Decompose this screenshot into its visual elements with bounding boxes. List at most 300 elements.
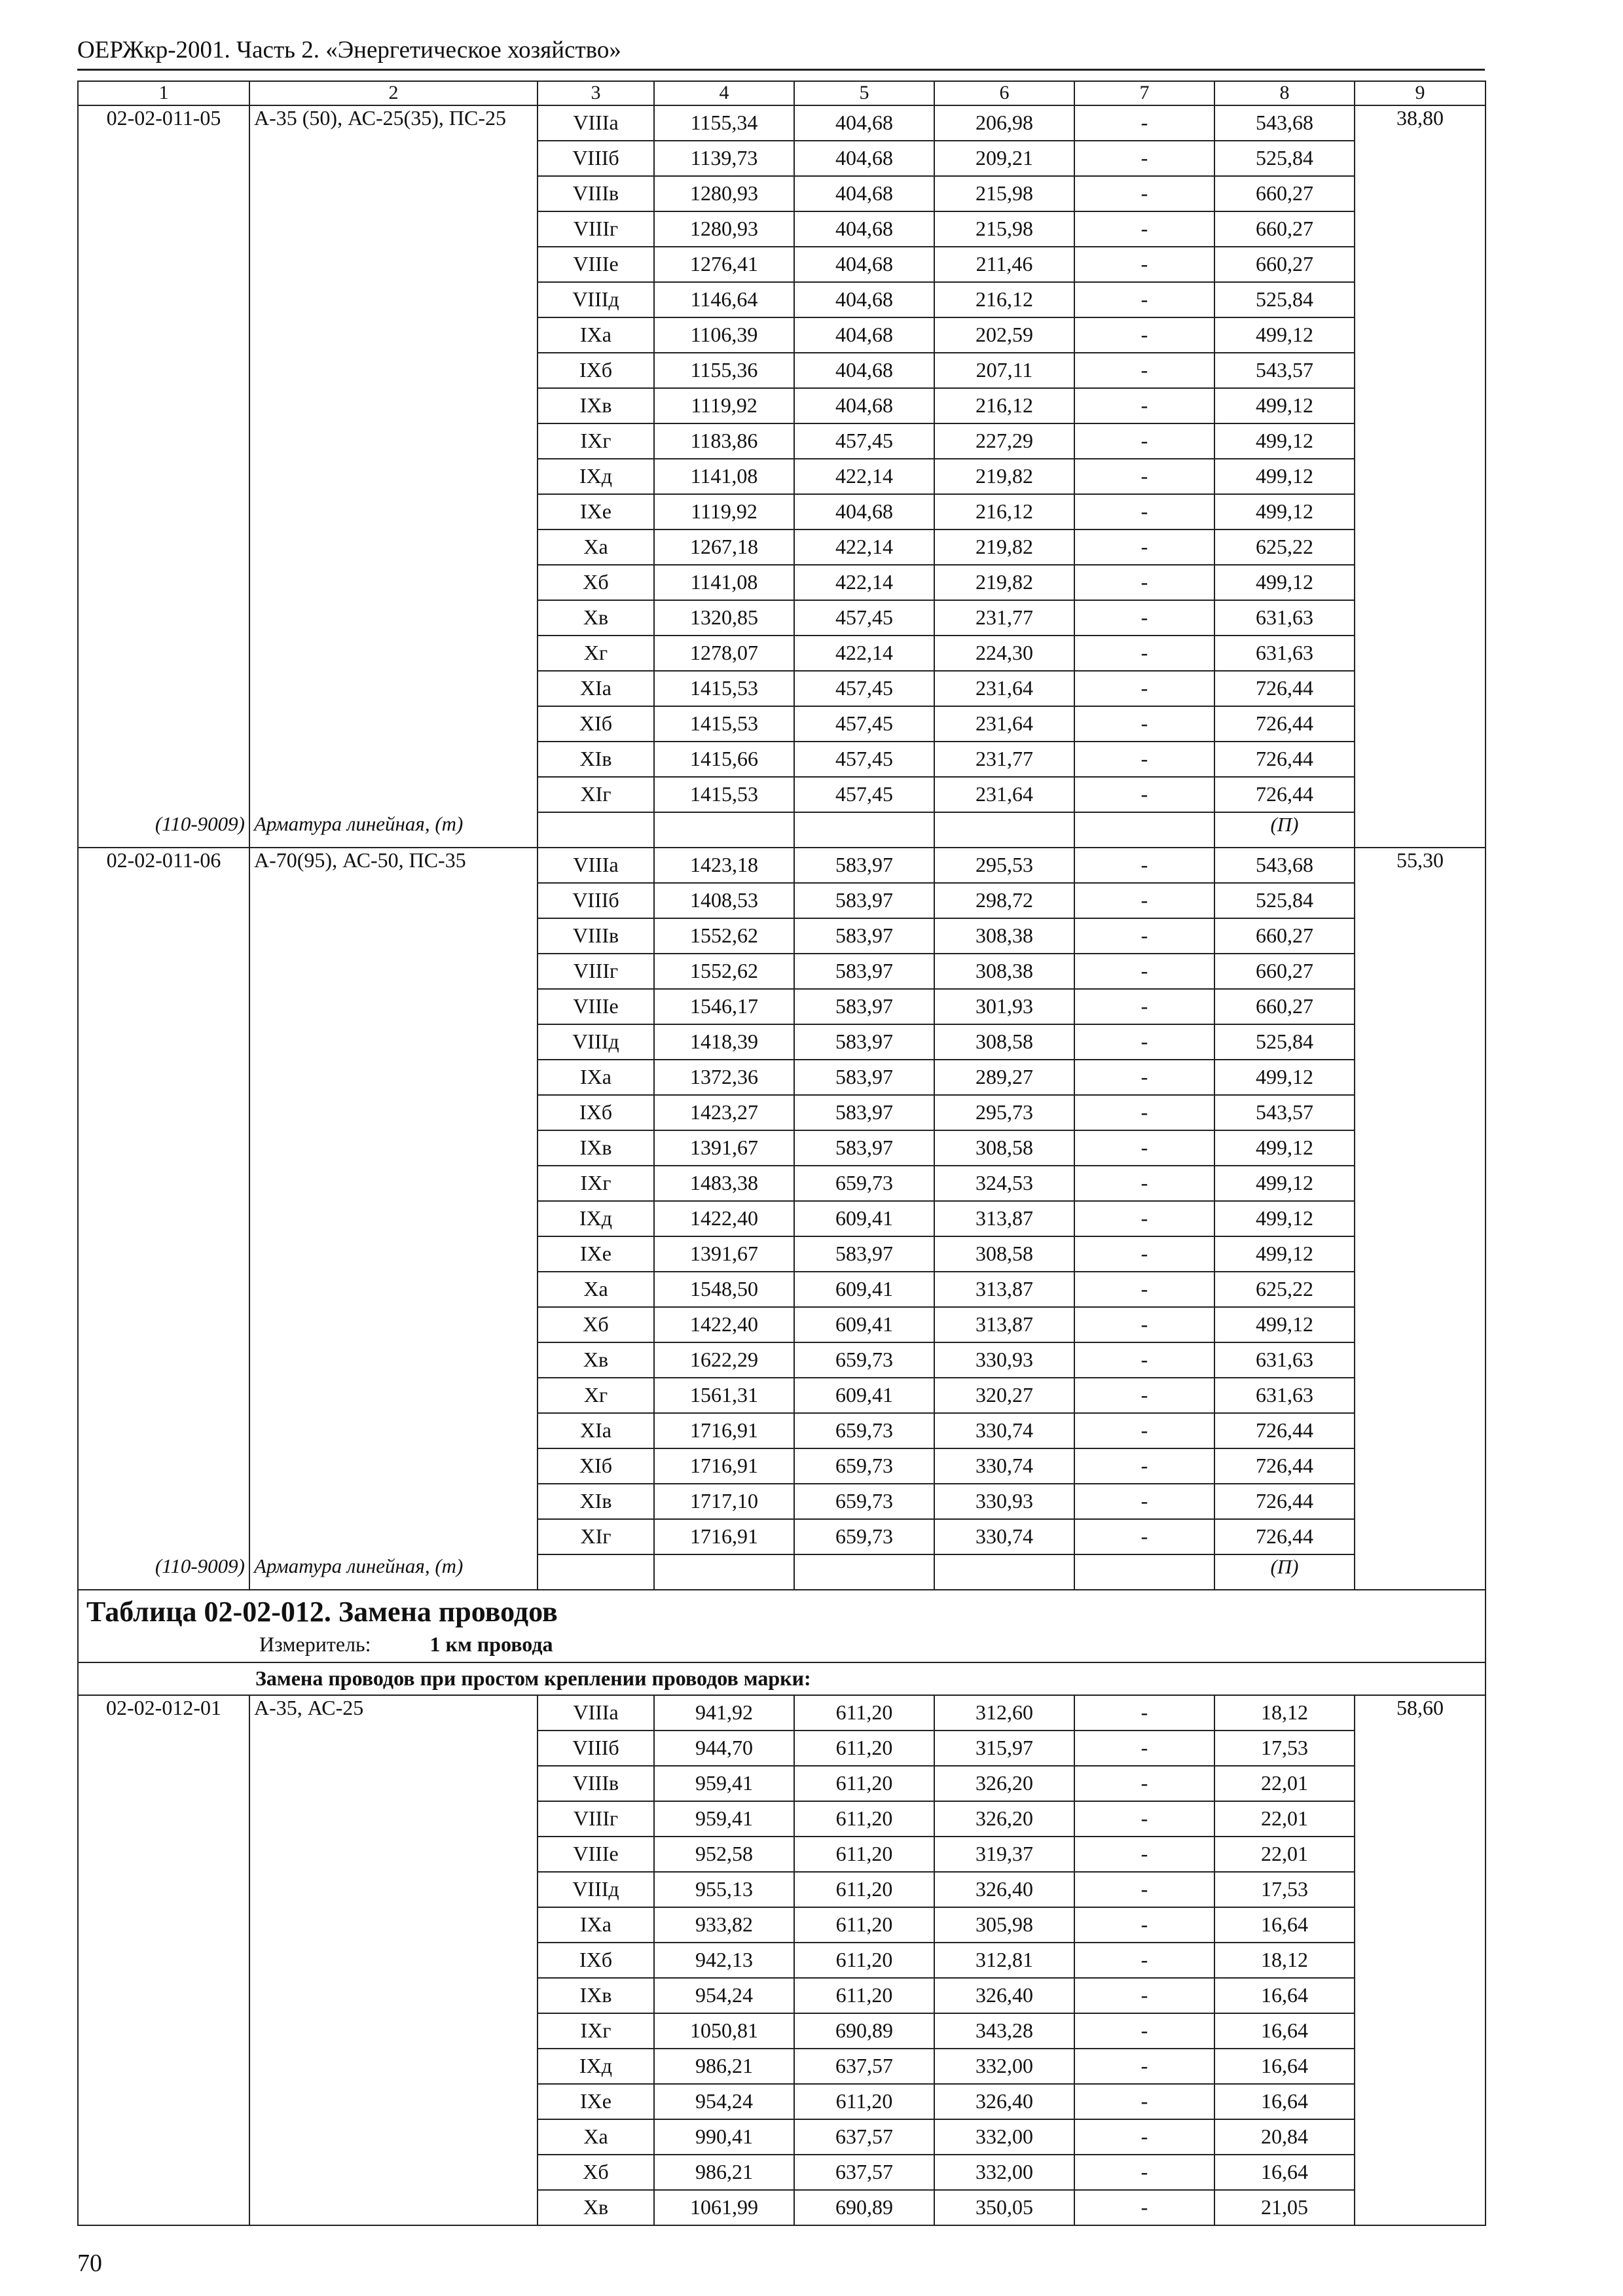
materials-cell: - [1074, 176, 1214, 211]
zone-cell: IXв [538, 388, 654, 423]
machines-cell: 215,98 [934, 176, 1074, 211]
measure-line [86, 1632, 553, 1656]
labor-cell: 659,73 [794, 1413, 934, 1448]
zone-cell: VIIIд [538, 1024, 654, 1060]
material-cost-cell: 525,84 [1214, 141, 1355, 176]
machines-cell: 343,28 [934, 2013, 1074, 2049]
zone-cell: IXв [538, 1978, 654, 2013]
table-row [78, 1413, 1486, 1448]
labor-cell: 609,41 [794, 1307, 934, 1342]
machines-cell: 326,20 [934, 1766, 1074, 1801]
materials-cell: - [1074, 989, 1214, 1024]
machines-cell: 207,11 [934, 353, 1074, 388]
machines-cell: 209,21 [934, 141, 1074, 176]
machines-cell: 330,93 [934, 1342, 1074, 1378]
machines-cell: 215,98 [934, 211, 1074, 247]
total-cell: 1546,17 [654, 989, 794, 1024]
materials-cell: - [1074, 2155, 1214, 2190]
table-row [78, 1448, 1486, 1484]
material-cost-cell: 631,63 [1214, 600, 1355, 636]
table-row [78, 1519, 1486, 1554]
zone-cell: IXг [538, 423, 654, 459]
machines-cell: 231,64 [934, 706, 1074, 742]
material-cost-cell: 499,12 [1214, 388, 1355, 423]
total-cell: 1422,40 [654, 1201, 794, 1236]
total-cell: 1716,91 [654, 1413, 794, 1448]
labor-cell: 583,97 [794, 1236, 934, 1272]
labor-cell: 611,20 [794, 1801, 934, 1837]
total-cell: 952,58 [654, 1837, 794, 1872]
materials-cell: - [1074, 1484, 1214, 1519]
table-row [78, 2049, 1486, 2084]
material-cost-cell: 16,64 [1214, 2155, 1355, 2190]
materials-cell: - [1074, 459, 1214, 494]
material-cost-cell: 543,68 [1214, 105, 1355, 141]
machines-cell: 332,00 [934, 2049, 1074, 2084]
material-cost-cell: 499,12 [1214, 1236, 1355, 1272]
labor-cell: 422,14 [794, 529, 934, 565]
total-cell: 1415,66 [654, 742, 794, 777]
total-cell: 1717,10 [654, 1484, 794, 1519]
column-header: 3 [538, 81, 654, 105]
materials-cell: - [1074, 2119, 1214, 2155]
zone-cell: XIб [538, 1448, 654, 1484]
material-cost-cell: 625,22 [1214, 1272, 1355, 1307]
column-header: 4 [654, 81, 794, 105]
item-name: А-70(95), АС-50, ПС-35 [249, 848, 538, 883]
zone-cell: VIIIг [538, 211, 654, 247]
machines-cell: 326,40 [934, 2084, 1074, 2119]
table-row [78, 1907, 1486, 1943]
total-cell: 1423,27 [654, 1095, 794, 1130]
material-cost-cell: 543,57 [1214, 353, 1355, 388]
materials-cell: - [1074, 742, 1214, 777]
labor-cell: 457,45 [794, 423, 934, 459]
materials-cell: - [1074, 1801, 1214, 1837]
labor-cell: 611,20 [794, 1766, 934, 1801]
machines-cell: 216,12 [934, 494, 1074, 529]
table-row [78, 141, 1486, 176]
material-cost-cell: 499,12 [1214, 1307, 1355, 1342]
materials-cell: - [1074, 1166, 1214, 1201]
table-row [78, 1236, 1486, 1272]
labor-cell: 404,68 [794, 211, 934, 247]
zone-cell: VIIIб [538, 1731, 654, 1766]
machines-cell: 312,60 [934, 1695, 1074, 1731]
material-cost-cell: 499,12 [1214, 1060, 1355, 1095]
material-cost-cell: 525,84 [1214, 1024, 1355, 1060]
labor-cell: 457,45 [794, 706, 934, 742]
labor-cell: 609,41 [794, 1201, 934, 1236]
materials-cell: - [1074, 105, 1214, 141]
page-header: ОЕРЖкр-2001. Часть 2. «Энергетическое хозяйство» [77, 38, 1485, 71]
column-header: 1 [78, 81, 249, 105]
materials-cell: - [1074, 1130, 1214, 1166]
table-row [78, 636, 1486, 671]
machines-cell: 315,97 [934, 1731, 1074, 1766]
machines-cell: 324,53 [934, 1166, 1074, 1201]
materials-cell: - [1074, 1978, 1214, 2013]
zone-cell: VIIIе [538, 247, 654, 282]
zone-cell: IXа [538, 1907, 654, 1943]
labor-cell: 690,89 [794, 2013, 934, 2049]
material-cost-cell: 499,12 [1214, 1201, 1355, 1236]
table-row [78, 176, 1486, 211]
zone-cell: IXе [538, 2084, 654, 2119]
total-cell: 1280,93 [654, 176, 794, 211]
machines-cell: 308,38 [934, 954, 1074, 989]
machines-cell: 313,87 [934, 1201, 1074, 1236]
machines-cell: 206,98 [934, 105, 1074, 141]
labor-cell: 659,73 [794, 1166, 934, 1201]
table-row [78, 1484, 1486, 1519]
machines-cell: 231,77 [934, 742, 1074, 777]
zone-cell: IXд [538, 1201, 654, 1236]
zone-cell: XIа [538, 1413, 654, 1448]
table-row [78, 1378, 1486, 1413]
labor-cell: 422,14 [794, 565, 934, 600]
materials-cell: - [1074, 211, 1214, 247]
total-cell: 1141,08 [654, 565, 794, 600]
zone-cell: IXд [538, 459, 654, 494]
page-number: 70 [77, 2250, 102, 2277]
table-row [78, 388, 1486, 423]
labor-cell: 404,68 [794, 141, 934, 176]
table-row [78, 742, 1486, 777]
table-row [78, 2155, 1486, 2190]
resource-code: (110-9009) [78, 1554, 249, 1590]
total-cell: 955,13 [654, 1872, 794, 1907]
resource-unit-mark: (П) [1214, 812, 1355, 848]
labor-cell: 583,97 [794, 1130, 934, 1166]
table-title: Таблица 02-02-012. Замена проводов [86, 1595, 558, 1628]
item-total-cell: 55,30 [1355, 848, 1486, 883]
material-cost-cell: 726,44 [1214, 742, 1355, 777]
machines-cell: 231,64 [934, 777, 1074, 812]
materials-cell: - [1074, 1307, 1214, 1342]
table-row [78, 600, 1486, 636]
materials-cell: - [1074, 1872, 1214, 1907]
zone-cell: Xа [538, 2119, 654, 2155]
table-row [78, 459, 1486, 494]
table-title-cell [78, 1590, 1486, 1662]
machines-cell: 216,12 [934, 282, 1074, 317]
materials-cell: - [1074, 1943, 1214, 1978]
total-cell: 1320,85 [654, 600, 794, 636]
materials-cell: - [1074, 2190, 1214, 2225]
machines-cell: 219,82 [934, 565, 1074, 600]
machines-cell: 313,87 [934, 1272, 1074, 1307]
material-cost-cell: 631,63 [1214, 636, 1355, 671]
materials-cell: - [1074, 1060, 1214, 1095]
table-row [78, 2013, 1486, 2049]
zone-cell: VIIIе [538, 1837, 654, 1872]
machines-cell: 295,53 [934, 848, 1074, 883]
zone-cell: IXг [538, 2013, 654, 2049]
total-cell: 1141,08 [654, 459, 794, 494]
zone-cell: VIIIв [538, 176, 654, 211]
zone-cell: XIг [538, 777, 654, 812]
total-cell: 986,21 [654, 2049, 794, 2084]
machines-cell: 289,27 [934, 1060, 1074, 1095]
materials-cell: - [1074, 954, 1214, 989]
materials-cell: - [1074, 529, 1214, 565]
table-row [78, 2084, 1486, 2119]
machines-cell: 224,30 [934, 636, 1074, 671]
materials-cell: - [1074, 883, 1214, 918]
total-cell: 1716,91 [654, 1519, 794, 1554]
materials-cell: - [1074, 353, 1214, 388]
machines-cell: 219,82 [934, 529, 1074, 565]
materials-cell: - [1074, 388, 1214, 423]
zone-cell: Xб [538, 2155, 654, 2190]
labor-cell: 404,68 [794, 494, 934, 529]
material-cost-cell: 499,12 [1214, 317, 1355, 353]
total-cell: 1119,92 [654, 494, 794, 529]
machines-cell: 219,82 [934, 459, 1074, 494]
labor-cell: 404,68 [794, 388, 934, 423]
materials-cell: - [1074, 1024, 1214, 1060]
item-code: 02-02-012-01 [78, 1695, 249, 1731]
machines-cell: 332,00 [934, 2155, 1074, 2190]
materials-cell: - [1074, 423, 1214, 459]
materials-cell: - [1074, 1731, 1214, 1766]
zone-cell: IXб [538, 1943, 654, 1978]
table-row [78, 1307, 1486, 1342]
total-cell: 1267,18 [654, 529, 794, 565]
material-cost-cell: 625,22 [1214, 529, 1355, 565]
total-cell: 959,41 [654, 1766, 794, 1801]
zone-cell: VIIIд [538, 1872, 654, 1907]
labor-cell: 611,20 [794, 1943, 934, 1978]
zone-cell: IXе [538, 1236, 654, 1272]
materials-cell: - [1074, 494, 1214, 529]
total-cell: 1391,67 [654, 1236, 794, 1272]
material-cost-cell: 726,44 [1214, 706, 1355, 742]
table-row [78, 1130, 1486, 1166]
materials-cell: - [1074, 1837, 1214, 1872]
materials-cell: - [1074, 1448, 1214, 1484]
labor-cell: 609,41 [794, 1378, 934, 1413]
labor-cell: 690,89 [794, 2190, 934, 2225]
zone-cell: IXд [538, 2049, 654, 2084]
table-row [78, 1766, 1486, 1801]
zone-cell: VIIIв [538, 918, 654, 954]
table-row [78, 1201, 1486, 1236]
labor-cell: 611,20 [794, 1731, 934, 1766]
zone-cell: Xб [538, 1307, 654, 1342]
table-row [78, 1272, 1486, 1307]
material-cost-cell: 726,44 [1214, 777, 1355, 812]
total-cell: 1408,53 [654, 883, 794, 918]
column-header-row [78, 81, 1486, 105]
labor-cell: 659,73 [794, 1342, 934, 1378]
table-row [78, 989, 1486, 1024]
machines-cell: 298,72 [934, 883, 1074, 918]
item-code: 02-02-011-06 [78, 848, 249, 883]
materials-cell: - [1074, 1378, 1214, 1413]
labor-cell: 404,68 [794, 353, 934, 388]
zone-cell: IXб [538, 1095, 654, 1130]
material-cost-cell: 631,63 [1214, 1378, 1355, 1413]
measure-label: Измеритель: [259, 1632, 371, 1657]
zone-cell: Xа [538, 1272, 654, 1307]
machines-cell: 211,46 [934, 247, 1074, 282]
machines-cell: 301,93 [934, 989, 1074, 1024]
material-cost-cell: 726,44 [1214, 1519, 1355, 1554]
zone-cell: VIIIе [538, 989, 654, 1024]
labor-cell: 637,57 [794, 2049, 934, 2084]
table-row [78, 1978, 1486, 2013]
materials-cell: - [1074, 777, 1214, 812]
material-cost-cell: 660,27 [1214, 176, 1355, 211]
table-row [78, 2119, 1486, 2155]
materials-cell: - [1074, 565, 1214, 600]
material-cost-cell: 22,01 [1214, 1837, 1355, 1872]
zone-cell: VIIIб [538, 141, 654, 176]
total-cell: 1548,50 [654, 1272, 794, 1307]
material-cost-cell: 660,27 [1214, 918, 1355, 954]
table-row [78, 777, 1486, 812]
zone-cell: VIIIг [538, 954, 654, 989]
labor-cell: 611,20 [794, 1907, 934, 1943]
labor-cell: 659,73 [794, 1484, 934, 1519]
table-row [78, 1837, 1486, 1872]
zone-cell: Xв [538, 1342, 654, 1378]
total-cell: 1422,40 [654, 1307, 794, 1342]
column-header: 5 [794, 81, 934, 105]
zone-cell: IXг [538, 1166, 654, 1201]
zone-cell: VIIIб [538, 883, 654, 918]
total-cell: 986,21 [654, 2155, 794, 2190]
total-cell: 1423,18 [654, 848, 794, 883]
total-cell: 1278,07 [654, 636, 794, 671]
labor-cell: 637,57 [794, 2119, 934, 2155]
zone-cell: VIIIв [538, 1766, 654, 1801]
labor-cell: 583,97 [794, 954, 934, 989]
labor-cell: 404,68 [794, 176, 934, 211]
total-cell: 1415,53 [654, 777, 794, 812]
machines-cell: 332,00 [934, 2119, 1074, 2155]
material-cost-cell: 525,84 [1214, 883, 1355, 918]
total-cell: 954,24 [654, 2084, 794, 2119]
materials-cell: - [1074, 1519, 1214, 1554]
machines-cell: 326,40 [934, 1978, 1074, 2013]
machines-cell: 216,12 [934, 388, 1074, 423]
price-table [77, 81, 1486, 2226]
materials-cell: - [1074, 1413, 1214, 1448]
labor-cell: 583,97 [794, 1095, 934, 1130]
material-cost-cell: 525,84 [1214, 282, 1355, 317]
resource-unit-mark: (П) [1214, 1554, 1355, 1590]
zone-cell: XIв [538, 742, 654, 777]
material-cost-cell: 17,53 [1214, 1872, 1355, 1907]
total-cell: 1061,99 [654, 2190, 794, 2225]
total-cell: 1276,41 [654, 247, 794, 282]
column-header: 7 [1074, 81, 1214, 105]
table-row [78, 105, 1486, 141]
zone-cell: Xг [538, 636, 654, 671]
measure-value: 1 км провода [429, 1632, 553, 1657]
material-cost-cell: 16,64 [1214, 2084, 1355, 2119]
material-cost-cell: 499,12 [1214, 1166, 1355, 1201]
total-cell: 1418,39 [654, 1024, 794, 1060]
machines-cell: 313,87 [934, 1307, 1074, 1342]
material-cost-cell: 660,27 [1214, 989, 1355, 1024]
labor-cell: 583,97 [794, 848, 934, 883]
material-cost-cell: 726,44 [1214, 1448, 1355, 1484]
machines-cell: 231,64 [934, 671, 1074, 706]
total-cell: 954,24 [654, 1978, 794, 2013]
labor-cell: 404,68 [794, 247, 934, 282]
zone-cell: Xб [538, 565, 654, 600]
total-cell: 941,92 [654, 1695, 794, 1731]
zone-cell: XIг [538, 1519, 654, 1554]
table-row [78, 1095, 1486, 1130]
zone-cell: IXа [538, 317, 654, 353]
zone-cell: XIа [538, 671, 654, 706]
total-cell: 1552,62 [654, 954, 794, 989]
labor-cell: 611,20 [794, 1872, 934, 1907]
material-cost-cell: 726,44 [1214, 1413, 1355, 1448]
table-row [78, 1731, 1486, 1766]
table-row [78, 848, 1486, 883]
table-row [78, 211, 1486, 247]
material-cost-cell: 18,12 [1214, 1695, 1355, 1731]
labor-cell: 457,45 [794, 777, 934, 812]
machines-cell: 350,05 [934, 2190, 1074, 2225]
material-cost-cell: 21,05 [1214, 2190, 1355, 2225]
zone-cell: XIв [538, 1484, 654, 1519]
resource-name: Арматура линейная, (т) [249, 1554, 538, 1590]
labor-cell: 404,68 [794, 317, 934, 353]
table-row [78, 1801, 1486, 1837]
table-row [78, 1943, 1486, 1978]
materials-cell: - [1074, 706, 1214, 742]
machines-cell: 231,77 [934, 600, 1074, 636]
section-heading: Замена проводов при простом креплении проводов марки: [78, 1662, 1486, 1695]
total-cell: 942,13 [654, 1943, 794, 1978]
total-cell: 1561,31 [654, 1378, 794, 1413]
table-row [78, 1695, 1486, 1731]
table-row [78, 706, 1486, 742]
materials-cell: - [1074, 2013, 1214, 2049]
machines-cell: 202,59 [934, 317, 1074, 353]
machines-cell: 308,38 [934, 918, 1074, 954]
materials-cell: - [1074, 247, 1214, 282]
total-cell: 1050,81 [654, 2013, 794, 2049]
zone-cell: IXе [538, 494, 654, 529]
materials-cell: - [1074, 918, 1214, 954]
total-cell: 1372,36 [654, 1060, 794, 1095]
materials-cell: - [1074, 600, 1214, 636]
materials-cell: - [1074, 1272, 1214, 1307]
total-cell: 1119,92 [654, 388, 794, 423]
table-row [78, 353, 1486, 388]
zone-cell: VIIIа [538, 105, 654, 141]
zone-cell: Xв [538, 2190, 654, 2225]
resource-name: Арматура линейная, (т) [249, 812, 538, 848]
resource-code: (110-9009) [78, 812, 249, 848]
table-row [78, 317, 1486, 353]
labor-cell: 457,45 [794, 600, 934, 636]
material-cost-cell: 543,68 [1214, 848, 1355, 883]
item-name: А-35, АС-25 [249, 1695, 538, 1731]
zone-cell: VIIIг [538, 1801, 654, 1837]
labor-cell: 583,97 [794, 989, 934, 1024]
total-cell: 1146,64 [654, 282, 794, 317]
labor-cell: 659,73 [794, 1448, 934, 1484]
